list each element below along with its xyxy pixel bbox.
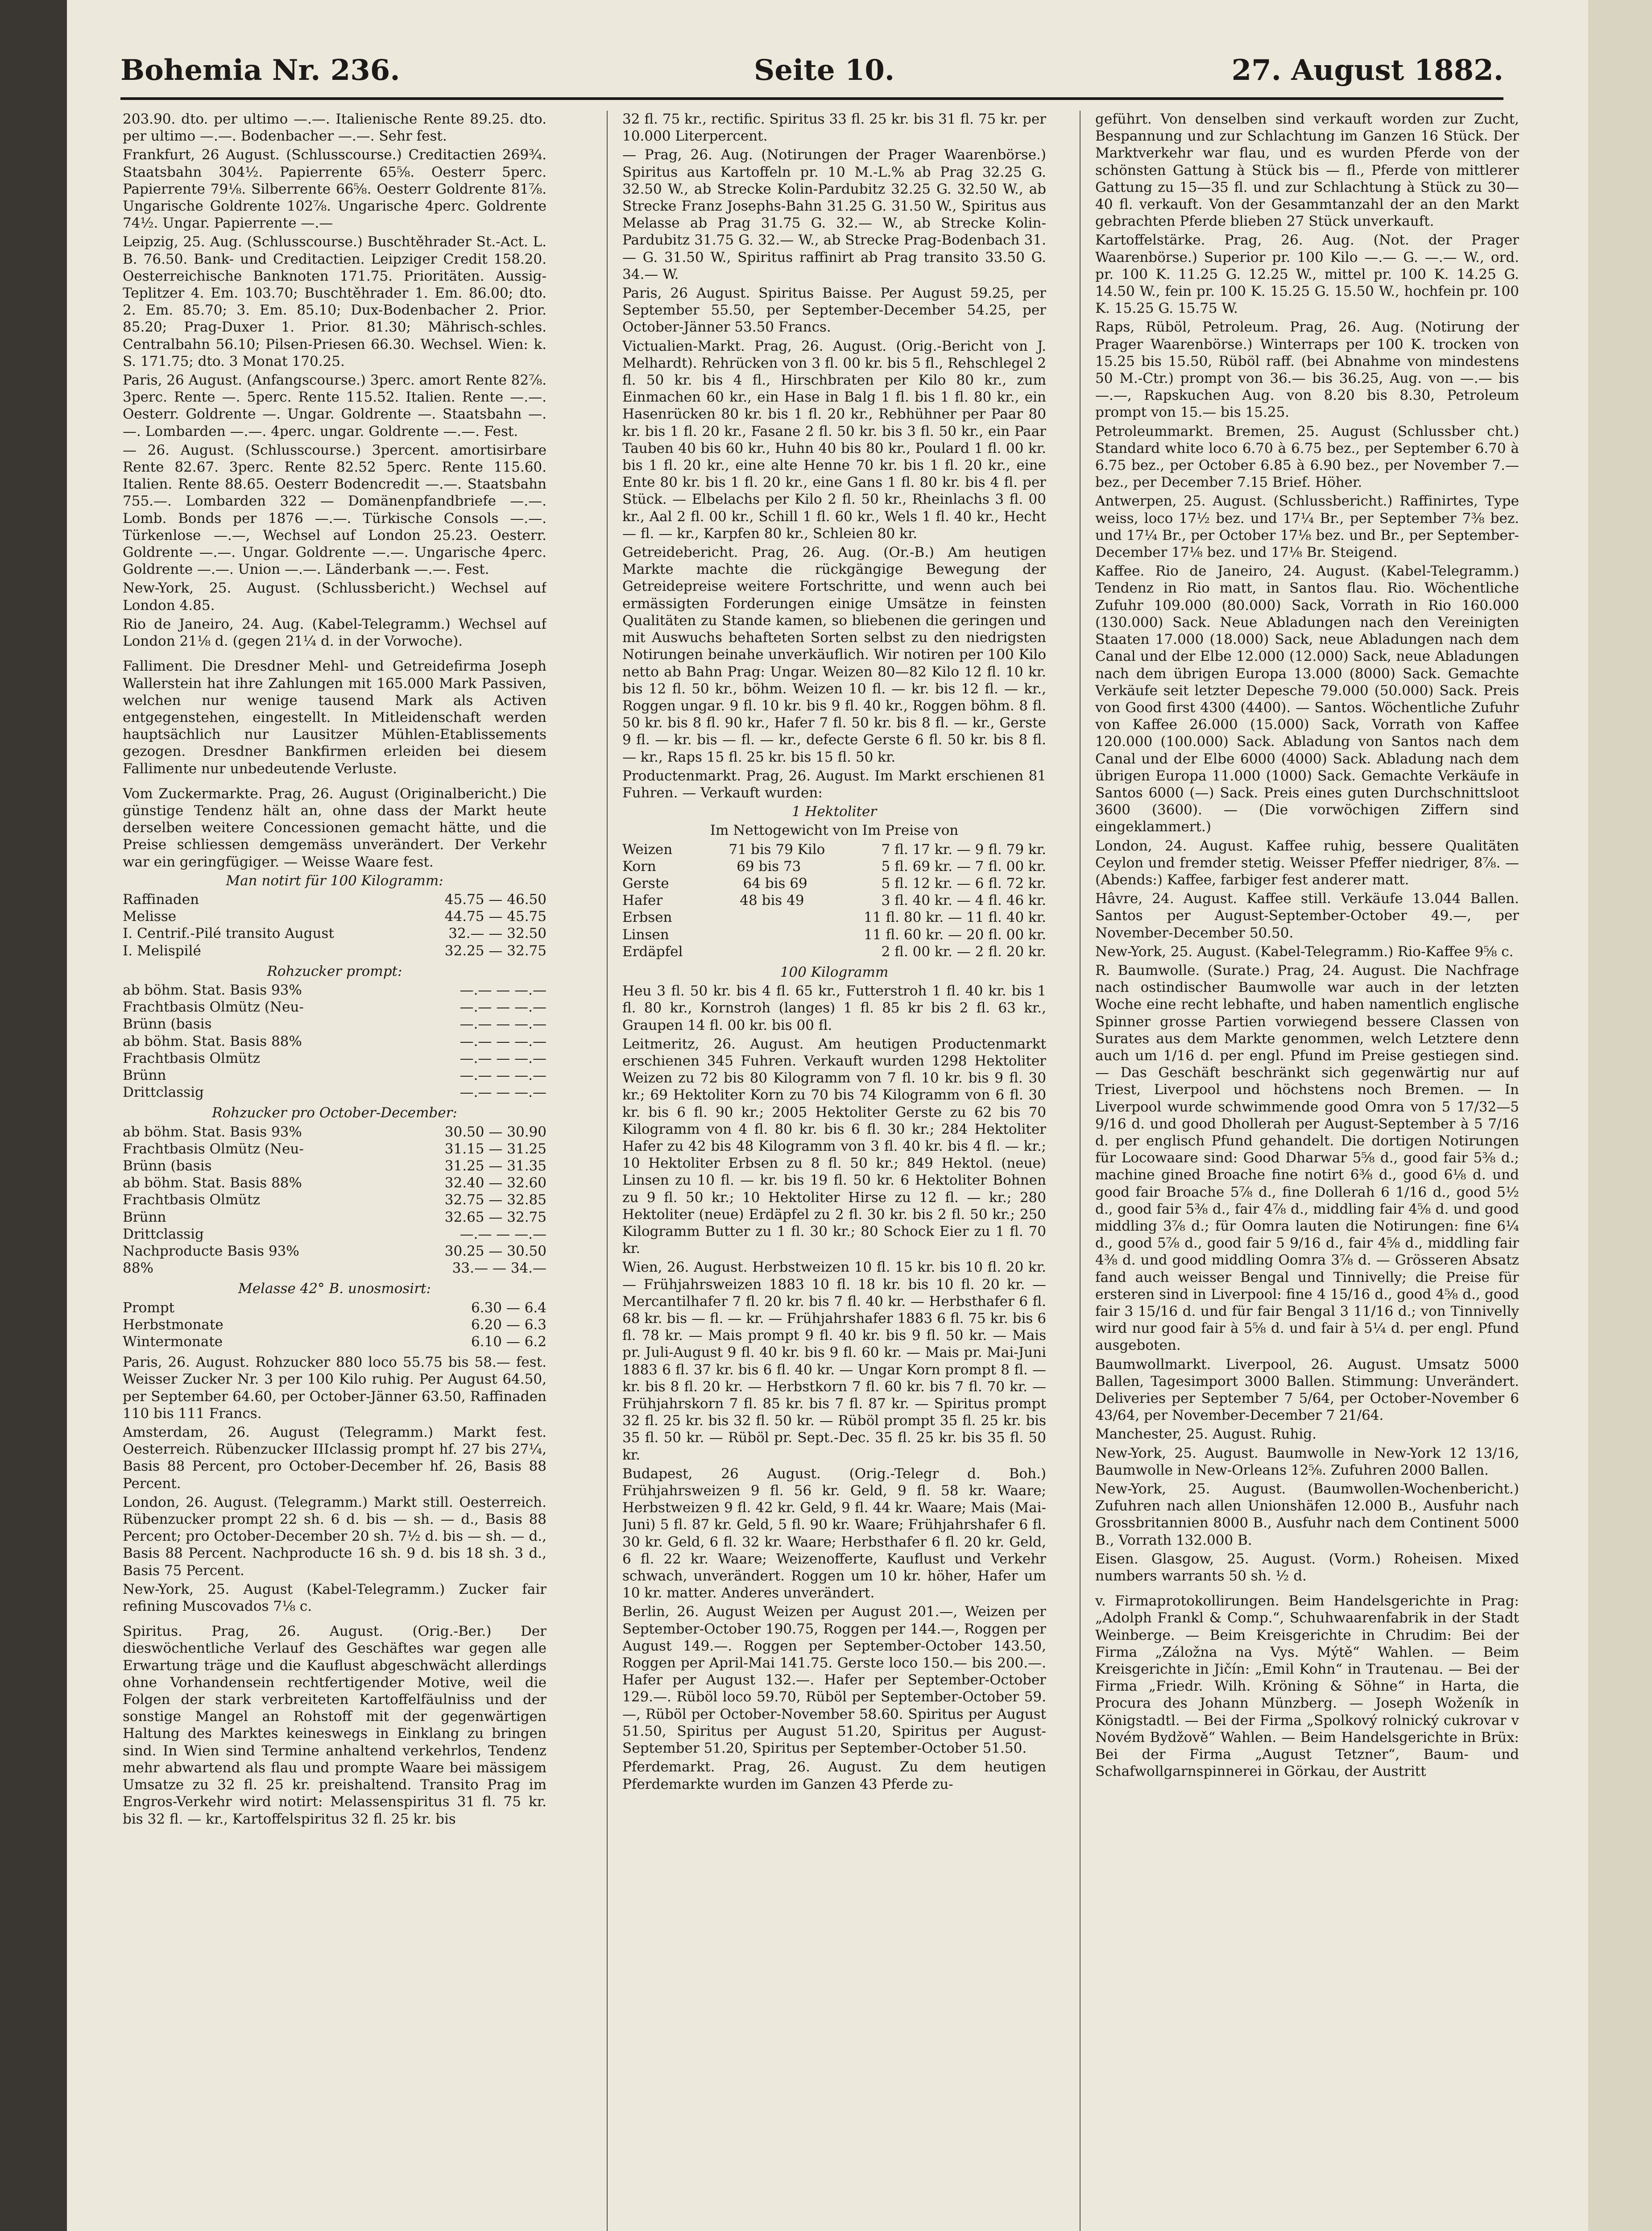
column-2 [622,111,1046,2231]
col2-p4: Victualien-Markt. Prag, 26. August. (Orig.-Bericht von J. Melhardt). Rehrücken von 3 fl. 00 kr. bis 5 fl., Rehschlegel 2 fl. 50 kr. bis 4 fl., Hirschbraten per Kilo 80 kr., zum Einmachen 60 kr., ein Hase in Balg 1 fl. bis 1 fl. 80 kr., ein Hasenrücken 80 kr. bis 1 fl. 20 kr., Rebhühner per Paar 80 kr. bis 1 fl. 20 kr., Fasane 2 fl. 50 kr. bis 3 fl. 50 kr., ein Paar Tauben 40 bis 60 kr., Huhn 40 bis 80 kr., Poulard 1 fl. 00 kr. bis 1 fl. 20 kr., eine alte Henne 70 kr. bis 1 fl. 20 kr., eine Ente 80 kr. bis 1 fl. 20 kr., eine Gans 1 fl. 80 kr. bis 4 fl. per Stück. — Elbelachs per Kilo 2 fl. 50 kr., Rheinlachs 3 fl. 00 kr., Aal 2 fl. 00 kr., Schill 1 fl. 60 kr., Wels 1 fl. 40 kr., Hecht — fl. — kr., Karpfen 80 kr., Schleien 80 kr. [622,338,1046,542]
col2-p9: Wien, 26. August. Herbstweizen 10 fl. 15 kr. bis 10 fl. 20 kr. — Frühjahrsweizen 1883 10 fl. 18 kr. bis 10 fl. 20 kr. — Mercantilhafer 7 fl. 20 kr. bis 7 fl. 40 kr. — Herbsthafer 6 fl. 68 kr. bis — fl. — kr. — Frühjahrshafer 1883 6 fl. 75 kr. bis 6 fl. 78 kr. — Mais prompt 9 fl. 40 kr. bis 9 fl. 50 kr. — Mais pr. Juli-August 9 fl. 40 kr. bis 9 fl. 60 kr. — Mais pr. Mai-Juni 1883 6 fl. 37 kr. bis 6 fl. 40 kr. — Ungar Korn prompt 8 fl. — kr. bis 8 fl. 20 kr. — Herbstkorn 7 fl. 60 kr. bis 7 fl. 70 kr. — Frühjahrskorn 7 fl. 85 kr. bis 7 fl. 87 kr. — Spiritus prompt 32 fl. 25 kr. bis 32 fl. 50 kr. — Rüböl prompt 35 fl. 25 kr. bis 35 fl. 50 kr. — Rüböl pr. Sept.-Dec. 35 fl. 25 kr. bis 35 fl. 50 kr. [622,1259,1046,1463]
table-row: Weizen 71 bis 79 Kilo 7 fl. 17 kr. — 9 fl. 79 kr. [622,841,1046,858]
col2-p5: Getreidebericht. Prag, 26. Aug. (Or.-B.) Am heutigen Markte machte die rückgängige Bewegung der Getreidepreise weitere Fortschritte, und wenn auch bei ermässigten Forderungen einige Umsätze in feinsten Qualitäten zu Stande kamen, so bliebenen die geringen und mit Auswuchs behafteten Sorten selbst zu den niedrigsten Notirungen beinahe unverkäuflich. Wir notiren per 100 Kilo netto ab Bahn Prag: Ungar. Weizen 80—82 Kilo 12 fl. 10 kr. bis 12 fl. 50 kr., böhm. Weizen 10 fl. — kr. bis 12 fl. — kr., Roggen ungar. 9 fl. 10 kr. bis 9 fl. 40 kr., Roggen böhm. 8 fl. 50 kr. bis 8 fl. 90 kr., Hafer 7 fl. 50 kr. bis 8 fl. — kr., Gerste 9 fl. — kr. bis — fl. — kr., defecte Gerste 6 fl. 50 kr. bis 8 fl. — kr., Raps 15 fl. 25 kr. bis 15 fl. 50 kr. [622,544,1046,765]
col2-p1: 32 fl. 75 kr., rectific. Spiritus 33 fl. 25 kr. bis 31 fl. 75 kr. per 10.000 Literpercent. [622,111,1046,145]
table-row: Erbsen 11 fl. 80 kr. — 11 fl. 40 kr. [622,909,1046,926]
col2-p8: Leitmeritz, 26. August. Am heutigen Productenmarkt erschienen 345 Fuhren. Verkauft wurden 1298 Hektoliter Weizen zu 72 bis 80 Kilogramm von 7 fl. 10 kr. bis 9 fl. 30 kr.; 69 Hektoliter Korn zu 70 bis 74 Kilogramm von 6 fl. 30 kr. bis 6 fl. 90 kr.; 2005 Hektoliter Gerste zu 62 bis 70 Kilogramm von 4 fl. 80 kr. bis 6 fl. 30 kr.; 284 Hektoliter Hafer zu 42 bis 48 Kilogramm von 3 fl. 40 kr. bis 4 fl. — kr.; 10 Hektoliter Erbsen zu 8 fl. 50 kr.; 849 Hektol. (neue) Linsen zu 10 fl. — kr. bis 19 fl. 50 kr. 6 Hektoliter Bohnen zu 9 fl. 50 kr.; 10 Hektoliter Hirse zu 12 fl. — kr.; 280 Hektoliter (neue) Erdäpfel zu 2 fl. 30 kr. bis 2 fl. 50 kr.; 250 Kilogramm Butter zu 1 fl. 30 kr.; 80 Schock Eier zu 1 fl. 70 kr. [622,1036,1046,1257]
col3-p5: Antwerpen, 25. August. (Schlussbericht.) Raffinirtes, Type weiss, loco 17½ bez. und 17¼ Br., per September 7⅜ bez. und 17¼ Br., per October 17⅛ bez. und Br., per September-December 17⅛ bez. und 17⅛ Br. Steigend. [1095,493,1519,561]
col1-p9: Vom Zuckermarkte. Prag, 26. August (Originalbericht.) Die günstige Tendenz hält an, ohne dass der Markt heute derselben weitere Concessionen gemacht hätte, und die Preise schliessen demgemäss unverändert. Der Verkehr war ein geringfügiger. — Weisse Waare fest. [123,785,547,870]
col2-p6: Productenmarkt. Prag, 26. August. Im Markt erschienen 81 Fuhren. — Verkauft wurden: [622,767,1046,801]
table-row: ab böhm. Stat. Basis 93% 30.50 — 30.90 [123,1124,547,1140]
col3-p15: Eisen. Glasgow, 25. August. (Vorm.) Roheisen. Mixed numbers warrants 50 sh. ½ d. [1095,1551,1519,1584]
header-right: 27. August 1882. [1231,54,1503,87]
prod-heading-1: 1 Hektoliter [791,804,877,820]
col1-p11: Amsterdam, 26. August (Telegramm.) Markt fest. Oesterreich. Rübenzucker IIIclassig prompt hf. 27 bis 27¼, Basis 88 Percent, pro October-December hf. 26, Basis 88 Percent. [123,1424,547,1492]
sugar-table-1 [123,891,547,959]
table-row: Hafer 48 bis 49 3 fl. 40 kr. — 4 fl. 46 kr. [622,892,1046,909]
col1-p13: New-York, 25. August (Kabel-Telegramm.) Zucker fair refining Muscovados 7⅛ c. [123,1581,547,1615]
table-row: Frachtbasis Olmütz (Neu- 31.15 — 31.25 [123,1140,547,1157]
column-1 [123,111,547,2231]
col1-p14: Spiritus. Prag, 26. August. (Orig.-Ber.) Der dieswöchentliche Verlauf des Geschäftes war gegen alle Erwartung träge und die Kauflust abgeschwächt allerdings ohne Vorhandensein rechtfertigender Motive, weil die Folgen der stark verbreiteten Kartoffelfäulniss und der sonstige Mangel an Rohstoff mit der gegenwärtigen Haltung des Marktes keineswegs in Einklang zu bringen sind. In Wien sind Termine anhaltend verkehrlos, Tendenz mehr abwartend als flau und prompte Waare bei mässigem Umsatze zu 32 fl. 25 kr. preishaltend. Transito Prag im Engros-Verkehr wird notirt: Melassenspiritus 31 fl. 75 kr. bis 32 fl. — kr., Kartoffelspiritus 32 fl. 25 kr. bis [123,1623,547,1827]
table-row: Prompt 6.30 — 6.4 [123,1299,547,1316]
col1-p10: Paris, 26. August. Rohzucker 880 loco 55.75 bis 58.— fest. Weisser Zucker Nr. 3 per 100 Kilo ruhig. Per August 64.50, per September 64.60, per October-Jänner 63.50, Raffinaden 110 bis 111 Francs. [123,1354,547,1422]
table-row: ab böhm. Stat. Basis 88% 32.40 — 32.60 [123,1175,547,1191]
column-rule-1 [607,111,608,2231]
column-3 [1095,111,1519,2231]
table-row: 88% 33.— — 34.— [123,1260,547,1277]
col2-p10: Budapest, 26 August. (Orig.-Telegr d. Boh.) Frühjahrsweizen 9 fl. 56 kr. Geld, 9 fl. 58 kr. Waare; Herbstweizen 9 fl. 42 kr. Geld, 9 fl. 44 kr. Waare; Mais (Mai-Juni) 5 fl. 87 kr. Geld, 5 fl. 90 kr. Waare; Frühjahrshafer 6 fl. 30 kr. Geld, 6 fl. 32 kr. Waare; Herbsthafer 6 fl. 20 kr. Geld, 6 fl. 22 kr. Waare; Weizenofferte, Kauflust und Verkehr schwach, unverändert. Roggen um 10 kr. höher, Hafer um 10 kr. matter. Anderes unverändert. [622,1465,1046,1601]
sugar-table-2 [123,982,547,1101]
col3-p1: geführt. Von denselben sind verkauft worden zur Zucht, Bespannung und zur Schlachtung im Ganzen 16 Stück. Der Marktverkehr war flau, und es wurden Pferde von der schönsten Gattung à Stück bis — fl., Pferde von mittlerer Gattung zu 15—35 fl. und zur Schlachtung à Stück zu 30—40 fl. verkauft. Von der Gesammtanzahl der an den Markt gebrachten Pferde blieben 27 Stück unverkauft. [1095,111,1519,230]
table-row: Nachproducte Basis 93% 30.25 — 30.50 [123,1243,547,1259]
col2-p7: Heu 3 fl. 50 kr. bis 4 fl. 65 kr., Futterstroh 1 fl. 40 kr. bis 1 fl. 80 kr., Kornstroh (langes) 1 fl. 85 kr bis 2 fl. 63 kr., Graupen 14 fl. 00 kr. bis 00 fl. [622,983,1046,1033]
table-row: Frachtbasis Olmütz —.— — —.— [123,1050,547,1066]
table-row: ab böhm. Stat. Basis 88% —.— — —.— [123,1033,547,1049]
page-header [120,54,1503,94]
table-row: Frachtbasis Olmütz (Neu- —.— — —.— [123,999,547,1016]
table-row: Brünn (basis 31.25 — 31.35 [123,1157,547,1174]
sugar-heading-4: Melasse 42° B. unosmosirt: [238,1281,431,1297]
col1-p3: Leipzig, 25. Aug. (Schlusscourse.) Buschtěhrader St.-Act. L. B. 76.50. Bank- und Creditactien. Leipziger Credit 158.20. Oesterreichische Banknoten 171.75. Prioritäten. Aussig-Teplitzer 4. Em. 103.70; Buschtěhrader 1. Em. 86.00; dto. 2. Em. 85.70; 3. Em. 85.10; Dux-Bodenbacher 2. Prior. 85.20; Prag-Duxer 1. Prior. 81.30; Mährisch-schles. Centralbahn 56.10; Pilsen-Priesen 66.30. Wechsel. Wien: k. S. 171.75; dto. 3 Monat 170.25. [123,234,547,369]
col1-p5: — 26. August. (Schlusscourse.) 3percent. amortisirbare Rente 82.67. 3perc. Rente 82.52 5perc. Rente 115.60. Italien. Rente 88.65. Oesterr Bodencredit —.—. Staatsbahn 755.—. Lombarden 322 — Domänenpfandbriefe —.—. Lomb. Bonds per 1876 —.—. Türkische Consols —.—. Türkenlose —.—, Wechsel auf London 25.23. Oesterr. Goldrente —.—. Ungar. Goldrente —.—. Ungarische 4perc. Goldrente —.—. Union —.—. Länderbank —.—. Fest. [123,442,547,578]
col3-p2: Kartoffelstärke. Prag, 26. Aug. (Not. der Prager Waarenbörse.) Superior pr. 100 Kilo —.— G. —.— W., ord. pr. 100 K. 11.25 G. 12.25 W., mittel pr. 100 K. 14.25 G. 14.50 W., fein pr. 100 K. 15.25 G. 15.50 W., hochfein pr. 100 K. 15.25 G. 15.75 W. [1095,232,1519,317]
table-row: ab böhm. Stat. Basis 93% —.— — —.— [123,982,547,998]
col1-p2: Frankfurt, 26 August. (Schlusscourse.) Creditactien 269¾. Staatsbahn 304½. Papierrente 65⅝. Oesterr 5perc. Papierrente 79⅛. Silberrente 66⅝. Oesterr Goldrente 81⅞. Ungarische Goldrente 102⅞. Ungarische 4perc. Goldrente 74½. Ungar. Papierrente —.— [123,147,547,232]
col1-p8: Falliment. Die Dresdner Mehl- und Getreidefirma Joseph Wallerstein hat ihre Zahlungen mit 165.000 Mark Passiven, welchen nur wenige tausend Mark als Activen entgegenstehen, eingestellt. In Mitleidenschaft werden hauptsächlich nur Lausitzer Mühlen-Etablissements gezogen. Dresdner Bankfirmen erleiden bei diesem Fallimente nur unbedeutende Verluste. [123,658,547,777]
col1-p4: Paris, 26 August. (Anfangscourse.) 3perc. amort Rente 82⅞. 3perc. Rente —. 5perc. Rente 115.52. Italien. Rente —.—. Oesterr. Goldrente —. Ungar. Goldrente —. Staatsbahn —.—. Lombarden —.—. 4perc. ungar. Goldrente —.—. Fest. [123,372,547,440]
scan-frame-right [1588,0,1652,2231]
sugar-heading-1: Man notirt für 100 Kilogramm: [226,872,443,889]
col3-p4: Petroleummarkt. Bremen, 25. August (Schlussber cht.) Standard white loco 6.70 à 6.75 bez., per September 6.70 à 6.75 bez., per October 6.85 à 6.90 bez., per November 7.— bez., per December 7.15 Brief. Höher. [1095,423,1519,491]
table-row: Erdäpfel 2 fl. 00 kr. — 2 fl. 20 kr. [622,943,1046,960]
col1-p12: London, 26. August. (Telegramm.) Markt still. Oesterreich. Rübenzucker prompt 22 sh. 6 d. bis — sh. — d., Basis 88 Percent; pro October-December 20 sh. 7½ d. bis — sh. — d., Basis 88 Percent. Nachproducte 16 sh. 9 d. bis 18 sh. 3 d., Basis 75 Percent. [123,1494,547,1579]
table-row: Wintermonate 6.10 — 6.2 [123,1334,547,1350]
header-rule [120,97,1503,100]
sugar-heading-3: Rohzucker pro October-December: [212,1105,457,1121]
col3-p11: Baumwollmarkt. Liverpool, 26. August. Umsatz 5000 Ballen, Tagesimport 3000 Ballen. Stimmung: Unverändert. Deliveries per September 7 5/64, per October-November 6 43/64, per November-December 7 21/64. [1095,1356,1519,1424]
col2-p2: — Prag, 26. Aug. (Notirungen der Prager Waarenbörse.) Spiritus aus Kartoffeln pr. 10 M.-L.% ab Prag 32.25 G. 32.50 W., ab Strecke Kolin-Pardubitz 32.25 G. 32.50 W., ab Strecke Franz Josephs-Bahn 31.25 G. 31.50 W., Spiritus aus Melasse ab Prag 31.75 G. 32.— W., ab Strecke Kolin-Pardubitz 31.75 G. 32.— W., ab Strecke Prag-Bodenbach 31.— G. 31.50 W., Spiritus raffinirt ab Prag transito 33.50 G. 34.— W. [622,147,1046,282]
col3-p13: New-York, 25. August. Baumwolle in New-York 12 13/16, Baumwolle in New-Orleans 12⅝. Zufuhren 2000 Ballen. [1095,1445,1519,1478]
header-left: Bohemia Nr. 236. [120,54,400,87]
table-row: Korn 69 bis 73 5 fl. 69 kr. — 7 fl. 00 kr. [622,858,1046,875]
table-row: Drittclassig —.— — —.— [123,1226,547,1242]
table-row: I. Centrif.-Pilé transito August 32.— — 32.50 [123,925,547,942]
col3-p12: Manchester, 25. August. Ruhig. [1095,1426,1317,1443]
table-row: Drittclassig —.— — —.— [123,1084,547,1101]
col3-p10: R. Baumwolle. (Surate.) Prag, 24. August. Die Nachfrage nach ostindischer Baumwolle war auch in der letzten Woche eine recht lebhafte, und haben namentlich englische Spinner grosse Partien vorwiegend bessere Classen von Surates aus dem Markte genommen, welch Letztere denn auch um 1/16 d. per engl. Pfund im Preise gestiegen sind. — Das Geschäft beschränkt sich gegenwärtig nur auf Triest, Liverpool und höchstens noch Bremen. — In Liverpool wurde schwimmende good Omra von 5 17/32—5 9/16 d. und good Dhollerah per August-September à 5 7/16 d. per englisch Pfund gehandelt. Die dortigen Notirungen für Locowaare sind: Good Dharwar 5⅝ d., good fair 5⅜ d.; machine gined Broache fine notirt 6⅜ d., good 6⅛ d. und good fair Broache 5⅞ d., fine Dollerah 6 1/16 d., good 5½ d., good fair 5⅜ d., fair 4⅞ d., middling fair 4⅝ d. und good middling 3⅞ d.; für Oomra lauten die Notirungen: fine 6¼ d., good 5⅞ d., good fair 5 9/16 d., fair 4⅝ d., middling fair 4⅜ d. und good middling Oomra 3⅞ d. — Grösseren Absatz fand auch weisser Bengal und Tinnivelly; die Preise für ersteren sind in Liverpool: fine 4 15/16 d., good 4⅝ d., good fair 3 15/16 d. und für fair Bengal 3 11/16 d.; von Tinnivelly wird nur good fair à 5⅝ d. und fair à 5¼ d. per engl. Pfund ausgeboten. [1095,962,1519,1354]
table-row: Brünn (basis —.— — —.— [123,1016,547,1033]
sugar-table-4 [123,1299,547,1351]
table-row: Brünn 32.65 — 32.75 [123,1209,547,1225]
col1-p1: 203.90. dto. per ultimo —.—. Italienische Rente 89.25. dto. per ultimo —.—. Bodenbacher —.—. Sehr fest. [123,111,547,145]
col3-p3: Raps, Rüböl, Petroleum. Prag, 26. Aug. (Notirung der Prager Waarenbörse.) Winterraps per 100 K. trocken von 15.25 bis 15.50, Rüböl raff. (bei Abnahme von mindestens 50 M.-Ctr.) prompt von 36.— bis 36.25, Aug. von —.— bis —.—, Rapskuchen Aug. von 8.20 bis 8.30, Petroleum prompt von 15.— bis 15.25. [1095,319,1519,421]
table-row: Melisse 44.75 — 45.75 [123,908,547,925]
table-row: Raffinaden 45.75 — 46.50 [123,891,547,908]
table-row: I. Melispilé 32.25 — 32.75 [123,942,547,959]
col3-p14: New-York, 25. August. (Baumwollen-Wochenbericht.) Zufuhren nach allen Unionshäfen 12.000 B., Ausfuhr nach Grossbritannien 8000 B., Ausfuhr nach dem Continent 5000 B., Vorrath 132.000 B. [1095,1481,1519,1548]
table-row: Frachtbasis Olmütz 32.75 — 32.85 [123,1192,547,1208]
product-table [622,841,1046,960]
col3-p9: New-York, 25. August. (Kabel-Telegramm.) Rio-Kaffee 9⅝ c. [1095,943,1514,960]
scan-frame-left [0,0,67,2231]
prod-heading-2: Im Nettogewicht von Im Preise von [710,822,959,839]
col2-p12: Pferdemarkt. Prag, 26. August. Zu dem heutigen Pferdemarkte wurden im Ganzen 43 Pferde zu- [622,1759,1046,1792]
sugar-heading-2: Rohzucker prompt: [267,963,402,979]
table-row: Linsen 11 fl. 60 kr. — 20 fl. 00 kr. [622,926,1046,943]
prod-heading-3: 100 Kilogramm [780,964,889,980]
col3-p8: Hâvre, 24. August. Kaffee still. Verkäufe 13.044 Ballen. Santos per August-September-October 49.—, per November-December 50.50. [1095,891,1519,941]
col3-p16: v. Firmaprotokollirungen. Beim Handelsgerichte in Prag: „Adolph Frankl & Comp.“, Schuhwaarenfabrik in der Stadt Weinberge. — Beim Kreisgerichte in Chrudim: Bei der Firma „Záložna na Vys. Mýtě“ Wahlen. — Beim Kreisgerichte in Jičín: „Emil Kohn“ in Trautenau. — Bei der Firma „Friedr. Wilh. Kröning & Söhne“ in Harta, die Procura des Johann Münzberg. — Joseph Woženík in Königstadtl. — Bei der Firma „Spolkový rolnický cukrovar v Novém Bydžově“ Wahlen. — Beim Handelsgerichte in Brüx: Bei der Firma „August Tetzner“, Baum- und Schafwollgarnspinnerei in Görkau, der Austritt [1095,1593,1519,1780]
table-row: Brünn —.— — —.— [123,1067,547,1083]
column-rule-2 [1080,111,1081,2231]
table-row: Herbstmonate 6.20 — 6.3 [123,1316,547,1333]
col1-p6: New-York, 25. August. (Schlussbericht.) Wechsel auf London 4.85. [123,580,547,614]
sugar-table-3 [123,1124,547,1277]
table-row: Gerste 64 bis 69 5 fl. 12 kr. — 6 fl. 72 kr. [622,875,1046,892]
col3-p6: Kaffee. Rio de Janeiro, 24. August. (Kabel-Telegramm.) Tendenz in Rio matt, in Santos flau. Rio. Wöchentliche Zufuhr 109.000 (80.000) Sack, Vorrath in Rio 160.000 (130.000) Sack. Neue Abladungen nach den Vereinigten Staaten 17.000 (18.000) Sack, neue Abladungen nach dem Canal und der Elbe 12.000 (12.000) Sack, neue Abladungen nach dem übrigen Europa 13.000 (8000) Sack. Gemachte Verkäufe seit letzter Depesche 79.000 (50.000) Sack. Preis von Good first 4300 (4400). — Santos. Wöchentliche Zufuhr von Kaffee 26.000 (15.000) Sack, Vorrath von Kaffee 120.000 (100.000) Sack. Abladung von Santos nach dem Canal und der Elbe 6000 (4000) Sack. Abladung nach dem übrigen Europa 11.000 (1000) Sack. Gemachte Verkäufe in Santos 6000 (—) Sack. Preis eines guten Durchschnittsloot 3600 (3600). — (Die vorwöchigen Ziffern sind eingeklammert.) [1095,563,1519,835]
header-center: Seite 10. [754,54,895,87]
col2-p3: Paris, 26 August. Spiritus Baisse. Per August 59.25, per September 55.50, per September-December 54.25, per October-Jänner 53.50 Francs. [622,285,1046,336]
col2-p11: Berlin, 26. August Weizen per August 201.—, Weizen per September-October 190.75, Roggen per 144.—, Roggen per August 149.—. Roggen per September-October 143.50, Roggen per April-Mai 141.75. Gerste loco 150.— bis 200.—. Hafer per August 132.—. Hafer per September-October 129.—. Rüböl loco 59.70, Rüböl per September-October 59.—, Rüböl per October-November 58.60. Spiritus per August 51.50, Spiritus per August 51.20, Spiritus per August-September 51.20, Spiritus per September-October 51.50. [622,1604,1046,1757]
col1-p7: Rio de Janeiro, 24. Aug. (Kabel-Telegramm.) Wechsel auf London 21⅛ d. (gegen 21¼ d. in der Vorwoche). [123,616,547,650]
col3-p7: London, 24. August. Kaffee ruhig, bessere Qualitäten Ceylon und fremder stetig. Weisser Pfeffer niedriger, 8⅞. — (Abends:) Kaffee, farbiger fest anderer matt. [1095,838,1519,888]
